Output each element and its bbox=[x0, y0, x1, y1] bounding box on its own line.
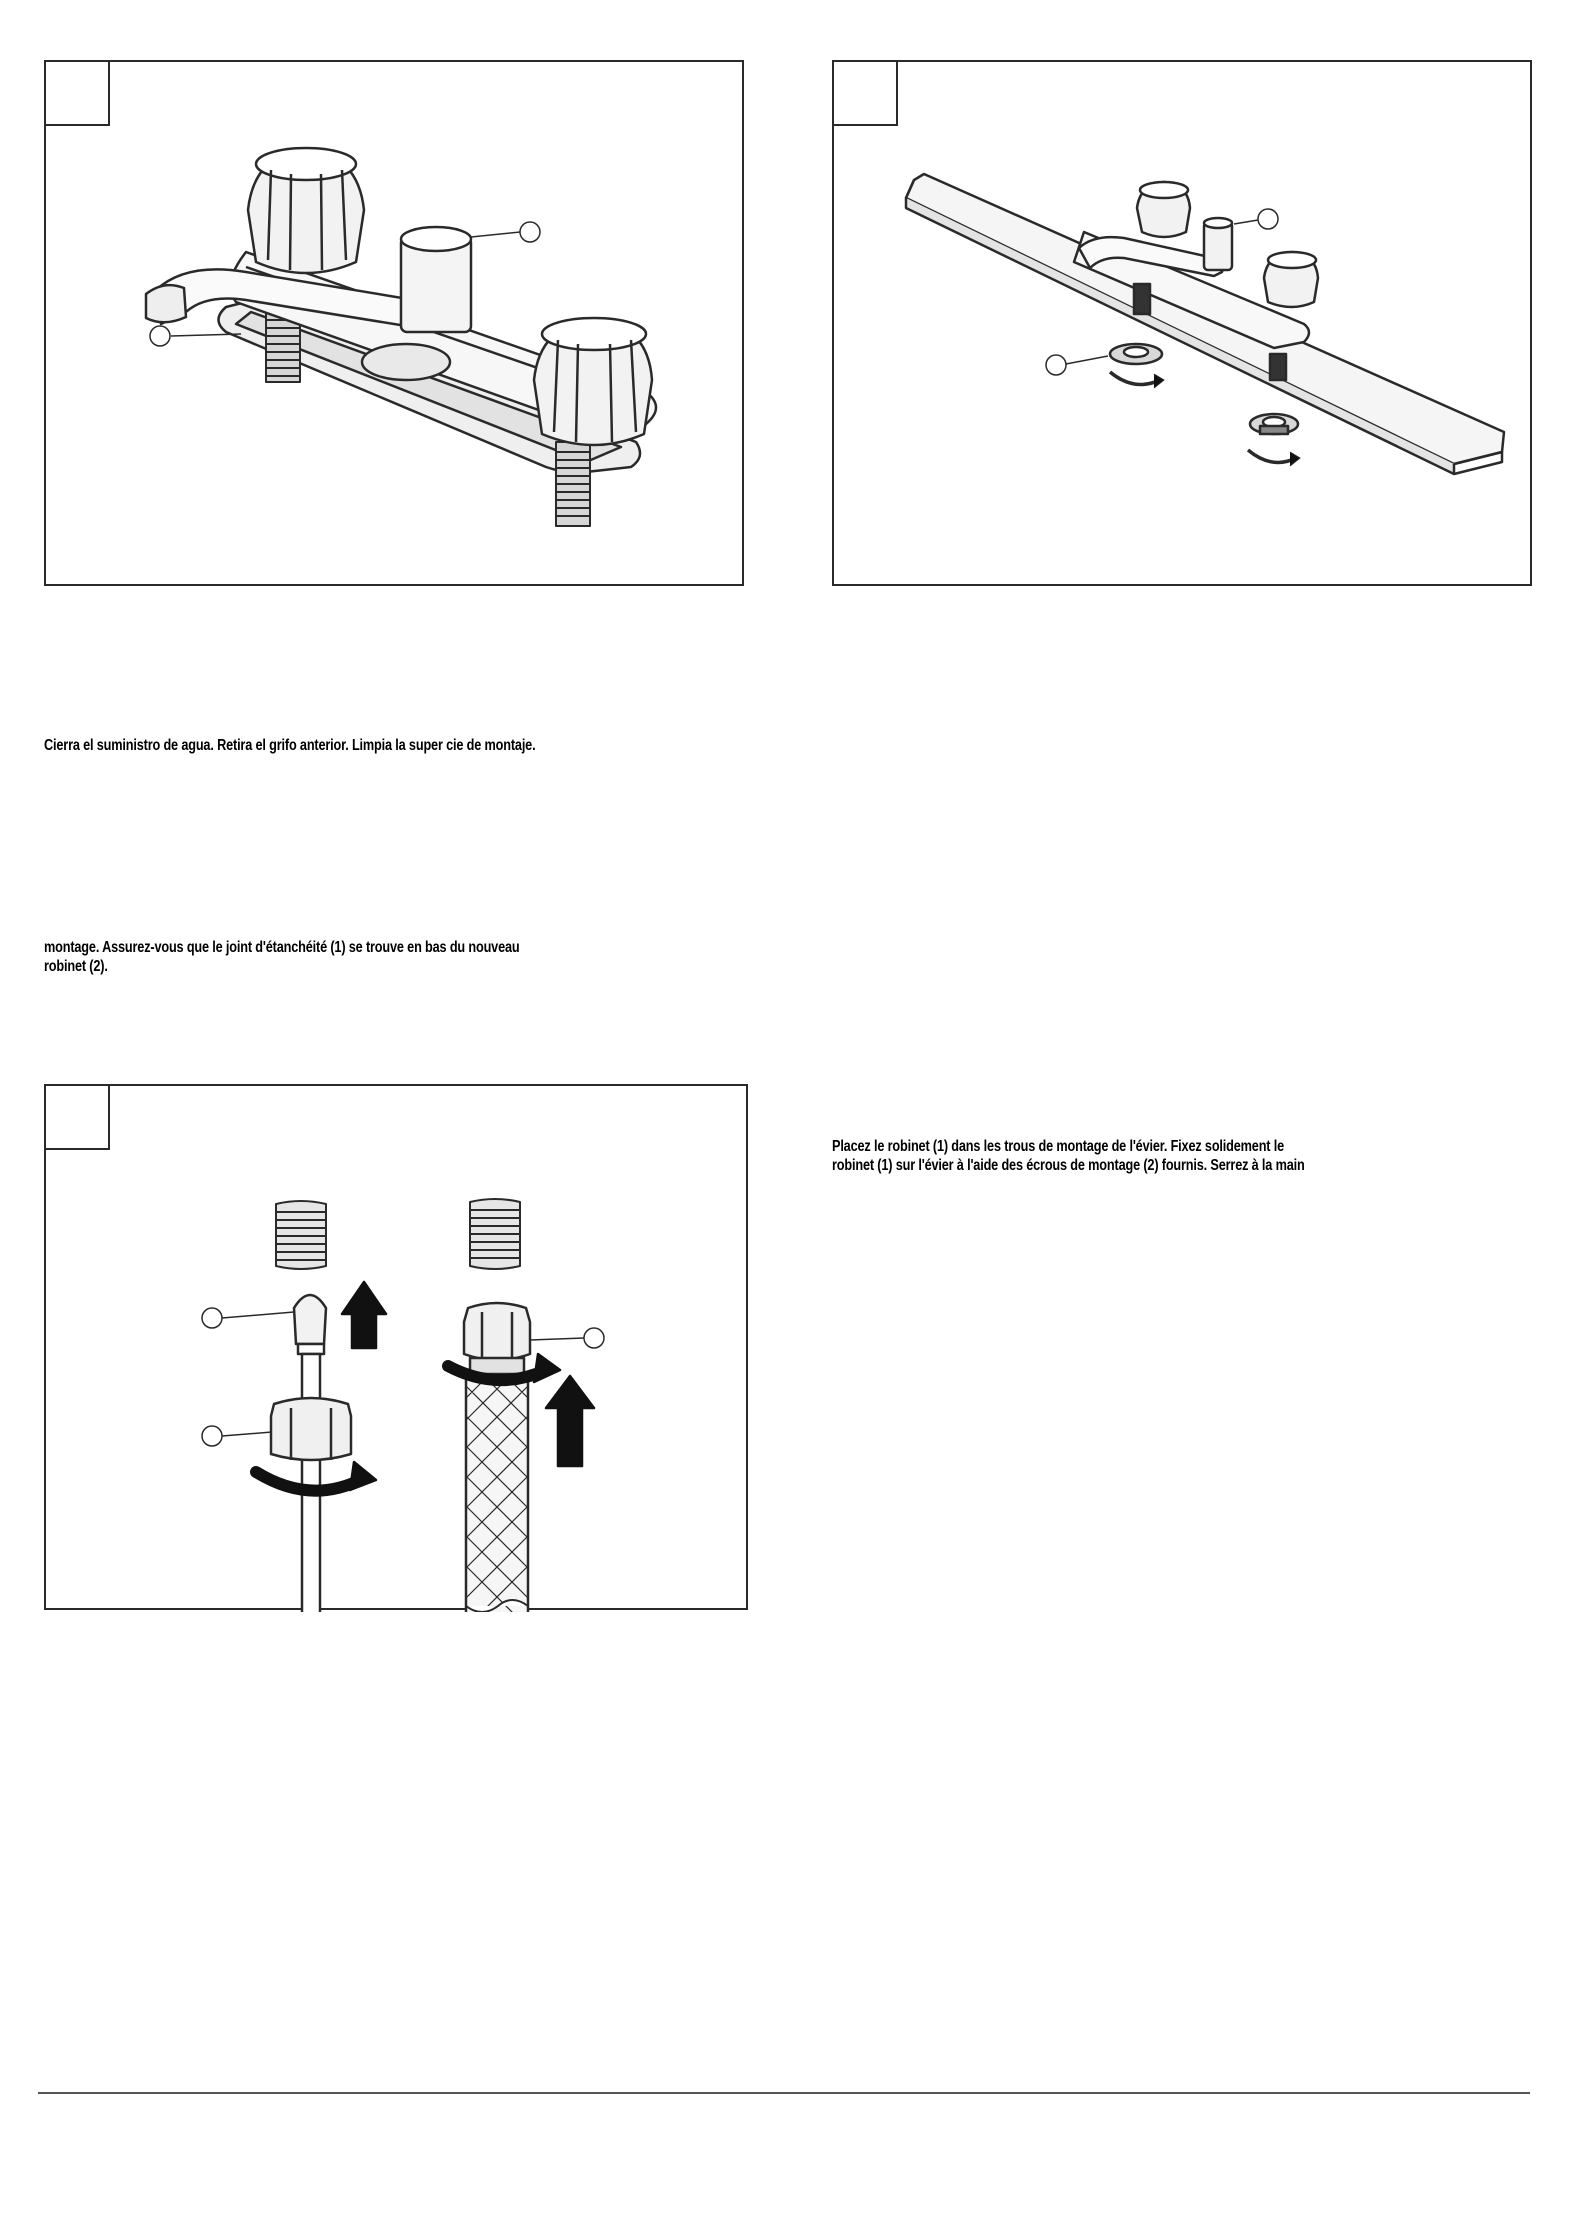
fig2-handle-right bbox=[1264, 252, 1318, 307]
supply-line-illustration bbox=[46, 1086, 750, 1612]
threaded-stub-right bbox=[470, 1199, 520, 1269]
fig2-handle-left bbox=[1137, 182, 1190, 237]
faucet-sink-mounting-illustration bbox=[834, 62, 1534, 588]
faucet-gasket-illustration bbox=[46, 62, 746, 588]
figure-panel-3 bbox=[44, 1084, 748, 1610]
compression-nut bbox=[271, 1398, 351, 1460]
mounting-nut-1 bbox=[1110, 344, 1164, 388]
mounting-nut-2 bbox=[1248, 414, 1300, 466]
threaded-shank-right bbox=[556, 442, 590, 526]
instruction-es-step1: Cierra el suministro de agua. Retira el grifo anterior. Limpia la super cie de montaje. bbox=[44, 737, 536, 754]
figure-panel-1 bbox=[44, 60, 744, 586]
handle-right bbox=[534, 318, 652, 445]
handle-left bbox=[248, 148, 364, 273]
instruction-fr-step1-line2: robinet (2). bbox=[44, 958, 108, 975]
braided-hose bbox=[466, 1378, 528, 1612]
instruction-fr-step2-line2: robinet (1) sur l'évier à l'aide des écrous de montage (2) fournis. Serrez à la main bbox=[832, 1157, 1305, 1174]
instruction-fr-step2-line1: Placez le robinet (1) dans les trous de montage de l'évier. Fixez solidement le bbox=[832, 1138, 1285, 1155]
threaded-stub-left bbox=[276, 1201, 326, 1269]
figure-panel-2 bbox=[832, 60, 1532, 586]
instruction-fr-step1-line1: montage. Assurez-vous que le joint d'étanchéité (1) se trouve en bas du nouveau bbox=[44, 939, 520, 956]
footer-divider bbox=[38, 2092, 1530, 2094]
hose-coupling-nut bbox=[464, 1303, 530, 1360]
